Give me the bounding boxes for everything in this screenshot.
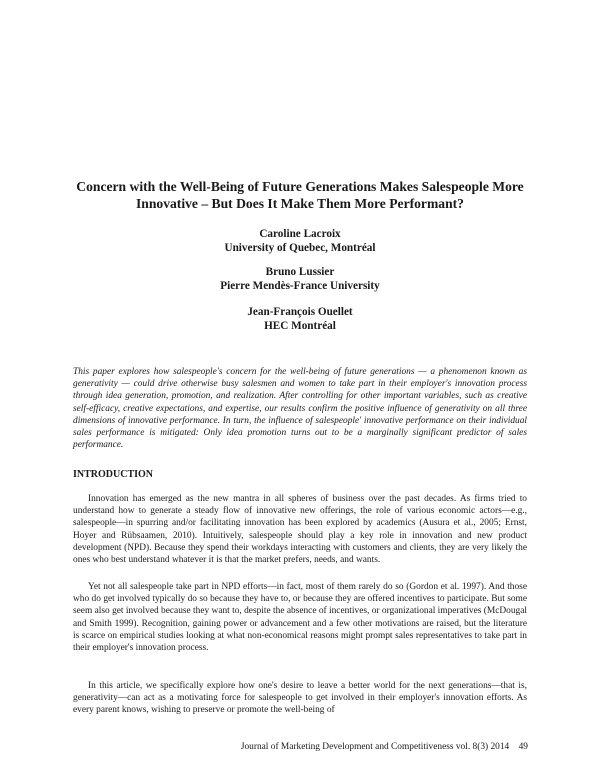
paper-title: Concern with the Well-Being of Future Generations Makes Salespeople More Innovative – But Does It Make Them More Performant? [76, 179, 524, 211]
author-affiliation: Pierre Mendès-France University [220, 280, 380, 292]
author-block-1 [100, 227, 500, 255]
body-paragraph-1: Innovation has emerged as the new mantra in all spheres of business over the past decades. As firms tried to understand how to generate a steady flow of innovative new offerings, the role of various economic actors—e.g., salespeople—in spurring and/or facilitating innovation has been explored by academics (Ausura et al., 2005; Ernst, Hoyer and Rübsaamen, 2010). Intuitively, salespeople should play a key role in innovation and new product development (NPD). Because they spend their workdays interacting with customers and clients, they are very likely the ones who best understand whatever it is that the market prefers, needs, and wants. [73, 494, 527, 566]
body-paragraph-2: Yet not all salespeople take part in NPD efforts—in fact, most of them rarely do so (Gordon et al. 1997). And those who do get involved typically do so because they have to, or because they are offered incentives to participate. But some seem also get involved because they want to, despite the absence of incentives, or organizational imperatives (McDougal and Smith 1999). Recognition, gaining power or advancement and a few other motivations are raised, but the literature is scarce on empirical studies looking at what non-economical reasons might prompt sales representatives to take part in their employer's innovation process. [73, 582, 527, 654]
body-paragraph-3: In this article, we specifically explore how one's desire to leave a better world for the next generations—that is, generativity—can act as a motivating force for salespeople to get involved in their employer's innovation efforts. As every parent knows, wishing to preserve or promote the well-being of [73, 681, 527, 716]
abstract: This paper explores how salespeople's concern for the well-being of future generations — a phenomenon known as generativity — could drive otherwise busy salesmen and women to take part in their employer's innovation process through idea generation, promotion, and realization. After controlling for other important variables, such as creative self-efficacy, creative expectations, and expertise, our results confirm the positive influence of generativity on all three dimensions of innovative performance. In turn, the influence of salespeople' innovative performance on their individual sales performance is mitigated: Only idea promotion turns out to be a marginally significant predictor of sales performance. [73, 367, 527, 451]
author-affiliation: University of Quebec, Montréal [224, 242, 376, 254]
section-heading: INTRODUCTION [73, 469, 154, 480]
page-footer [241, 741, 528, 753]
author-name: Bruno Lussier [265, 266, 335, 278]
author-name: Jean-François Ouellet [247, 306, 353, 318]
footer-text: Journal of Marketing Development and Competitiveness vol. 8(3) 2014 49 [240, 742, 528, 752]
author-block-3 [100, 305, 500, 333]
author-affiliation: HEC Montréal [264, 320, 336, 332]
author-name: Caroline Lacroix [259, 228, 341, 240]
author-block-2 [100, 265, 500, 293]
